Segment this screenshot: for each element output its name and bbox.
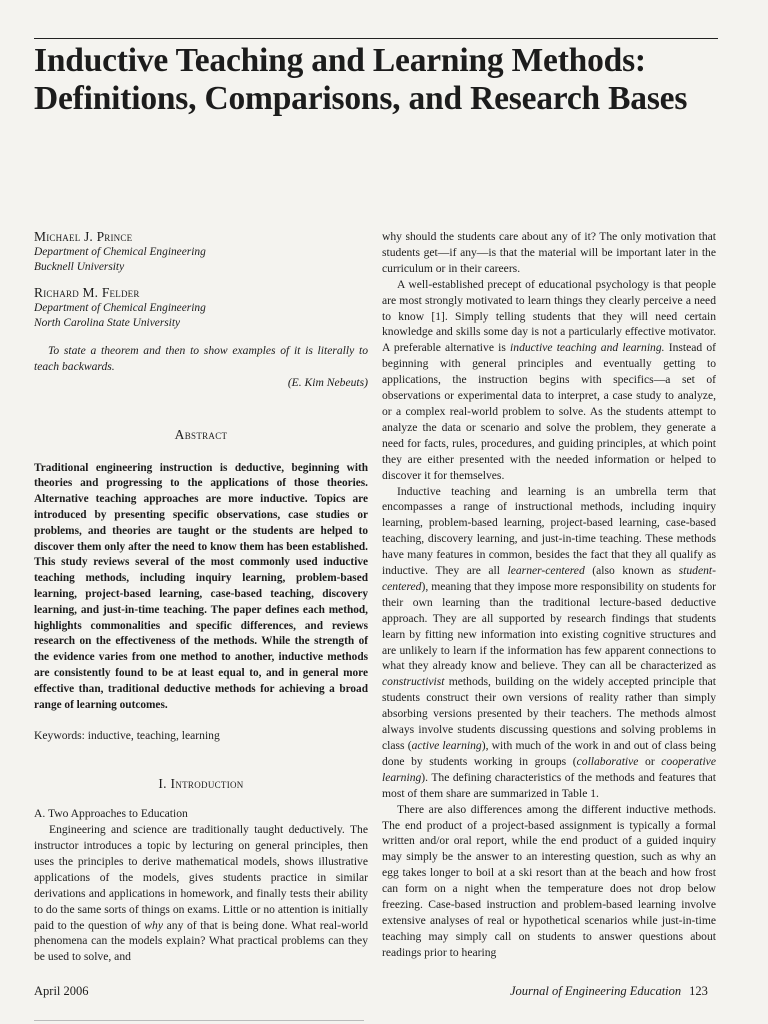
paragraph-continued: why should the students care about any of it? The only motivation that students get—if any—is that the material will be important later in the curriculum or in their careers. xyxy=(382,230,716,275)
bottom-rule xyxy=(34,1020,364,1021)
left-column xyxy=(34,229,368,965)
introduction-heading: I. Introduction xyxy=(158,776,244,792)
author-name: Michael J. Prince xyxy=(34,229,133,244)
abstract-text: Traditional engineering instruction is deductive, beginning with theories and progressing to the applications of those theories. Alternative teaching approaches are more inductive. Topics are introduced by presenting specific observations, case studies or problems, and theories are taught or the students are helped to discover them only after the need to know them has been established. This study reviews several of the most commonly used inductive teaching methods, including inquiry learning, problem-based learning, project-based learning, case-based teaching, discovery learning, and just-in-time teaching. The paper defines each method, highlights commonalities and specific differences, and reviews research on the effectiveness of the methods. While the strength of the evidence varies from one method to another, inductive methods are consistently found to be at least equal to, and in general more effective than, traditional deductive methods for achieving a broad range of learning outcomes. xyxy=(34,461,368,711)
intro-paragraph: Engineering and science are traditionally taught deductively. The instructor introduces a topic by lecturing on general principles, then uses the principles to derive mathematical models, shows illustrative applications of the models, gives students practice in similar derivations and applications in homework, and finally tests their ability to do the same sorts of things on exams. Little or no attention is initially paid to the question of why any of that is being done. What real-world phenomena can the models explain? What practical problems can they be used to solve, and xyxy=(34,823,368,964)
paper-title xyxy=(34,42,734,118)
top-rule xyxy=(34,38,718,39)
subsection-heading: A. Two Approaches to Education xyxy=(34,807,188,821)
author-university: Bucknell University xyxy=(34,260,125,273)
paragraph-motivation: A well-established precept of educational psychology is that people are most strongly motivated to learn things they clearly perceive a need to know [1]. Simply telling students that they will need certain knowledge and skills some day is not a particularly effective motivator. A preferable alternative is inductive teaching and learning. Instead of beginning with general principles and eventually getting to applications, the instruction begins with specifics—a set of observations or experimental data to interpret, a case study to analyze, or a complex real-world problem to solve. As the students attempt to analyze the data or scenario and solve the problem, they generate a need for facts, rules, procedures, and guiding principles, at which point they are either presented with the needed information or helped to discover it for themselves. xyxy=(382,277,717,482)
author-university: North Carolina State University xyxy=(34,316,181,329)
author-department: Department of Chemical Engineering xyxy=(34,246,206,258)
abstract-heading: Abstract xyxy=(174,426,228,442)
author-name: Richard M. Felder xyxy=(34,285,140,300)
right-column xyxy=(382,229,716,961)
footer-journal: Journal of Engineering Education 123 xyxy=(510,984,708,998)
epigraph: To state a theorem and then to show examples of it is literally to teach backwards. xyxy=(34,344,368,373)
author-department: Department of Chemical Engineering xyxy=(34,302,206,314)
title-line-2: Definitions, Comparisons, and Research Bases xyxy=(34,80,688,117)
paragraph-differences: There are also differences among the different inductive methods. The end product of a project-based assignment is typically a formal written and/or oral report, while the end product of a guided inquiry may simply be the answer to an interesting question, such as why an egg takes longer to boil at a ski resort than at the beach and how frost can form on a night when the temperature does not drop below freezing. Case-based instruction and problem-based learning involve extensive analyses of real or hypothetical scenarios while just-in-time teaching may simply call on students to answer questions about readings prior to hearing xyxy=(382,802,716,959)
title-line-1: Inductive Teaching and Learning Methods: xyxy=(34,42,646,79)
page-number: 123 xyxy=(689,984,708,998)
keywords: Keywords: inductive, teaching, learning xyxy=(34,729,220,743)
author-block-1 xyxy=(34,229,368,274)
paragraph-inductive-methods: Inductive teaching and learning is an umbrella term that encompasses a range of instructional methods, including inquiry learning, problem-based learning, project-based learning, case-based teaching, discovery learning, and just-in-time teaching. These methods have many features in common, besides the fact that they all qualify as inductive. They are all learner-centered (also known as student-centered), meaning that they impose more responsibility on students for their own learning than the traditional lecture-based deductive approach. They are all supported by research findings that students learn by fitting new information into existing cognitive structures and are unlikely to learn if the information has few apparent connections to what they already know and believe. They can all be characterized as constructivist methods, building on the widely accepted principle that students construct their own versions of reality rather than simply absorbing versions presented by their teachers. The methods almost always involve students discussing questions and solving problems in class (active learning), with much of the work in and out of class being done by students working in groups (collaborative or cooperative learning). The defining characteristics of the methods and features that most of them share are summarized in Table 1. xyxy=(382,484,716,800)
epigraph-source: (E. Kim Nebeuts) xyxy=(287,375,368,389)
author-block-2 xyxy=(34,285,368,330)
footer-date: April 2006 xyxy=(34,984,89,998)
